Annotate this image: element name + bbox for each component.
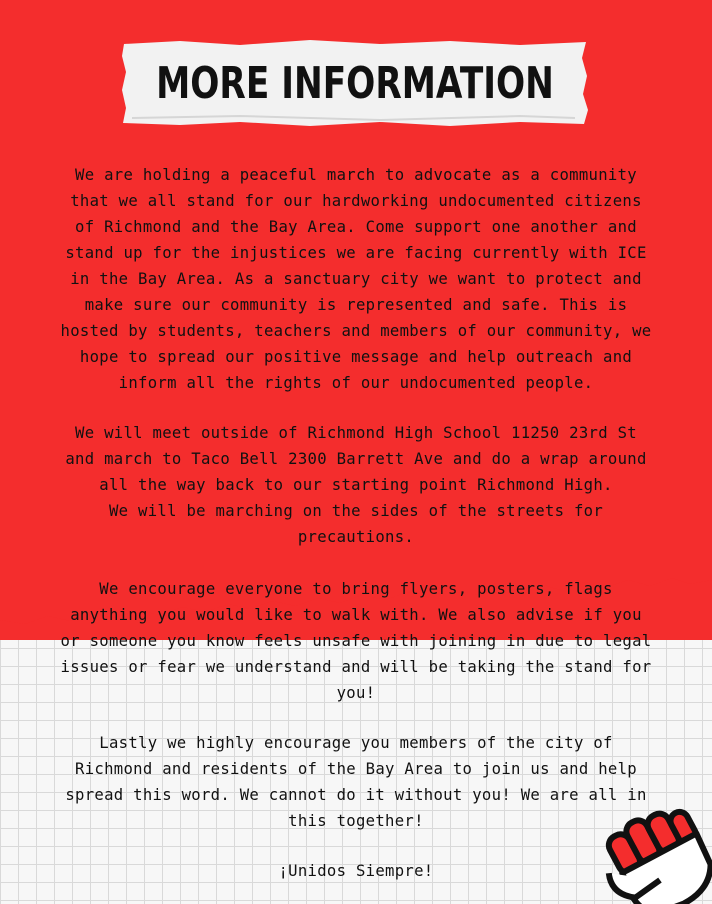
page-title: MORE INFORMATION (156, 57, 554, 109)
closing-paragraph: Lastly we highly encourage you members of the city of Richmond and residents of the Bay Area to join us and help spread this word. We cannot do it without you! We are all in this together! (65, 734, 647, 830)
route-paragraph: We will meet outside of Richmond High School 11250 23rd St and march to Taco Bell 2300 Barrett Ave and do a wrap around all the way back to our starting point Richmond High. We will be marching on the sides of the streets for precautions. (65, 424, 647, 546)
slogan-text: ¡Unidos Siempre! (278, 862, 434, 880)
intro-paragraph: We are holding a peaceful march to advocate as a community that we all stand for our hardworking undocumented citizens of Richmond and the Bay Area. Come support one another and stand up for the injustices we are facing currently with ICE in the Bay Area. As a sanctuary city we want to protect and make sure our community is represented and safe. This is hosted by students, teachers and members of our community, we hope to spread our positive message and help outreach and inform all the rights of our undocumented people. (60, 166, 652, 392)
raised-fist-icon (590, 800, 712, 904)
bring-items-paragraph: We encourage everyone to bring flyers, posters, flags anything you would like to walk with. We also advise if you or someone you know feels unsafe with joining in due to legal issues or fear we understand and will be taking the stand for you! (60, 580, 652, 702)
